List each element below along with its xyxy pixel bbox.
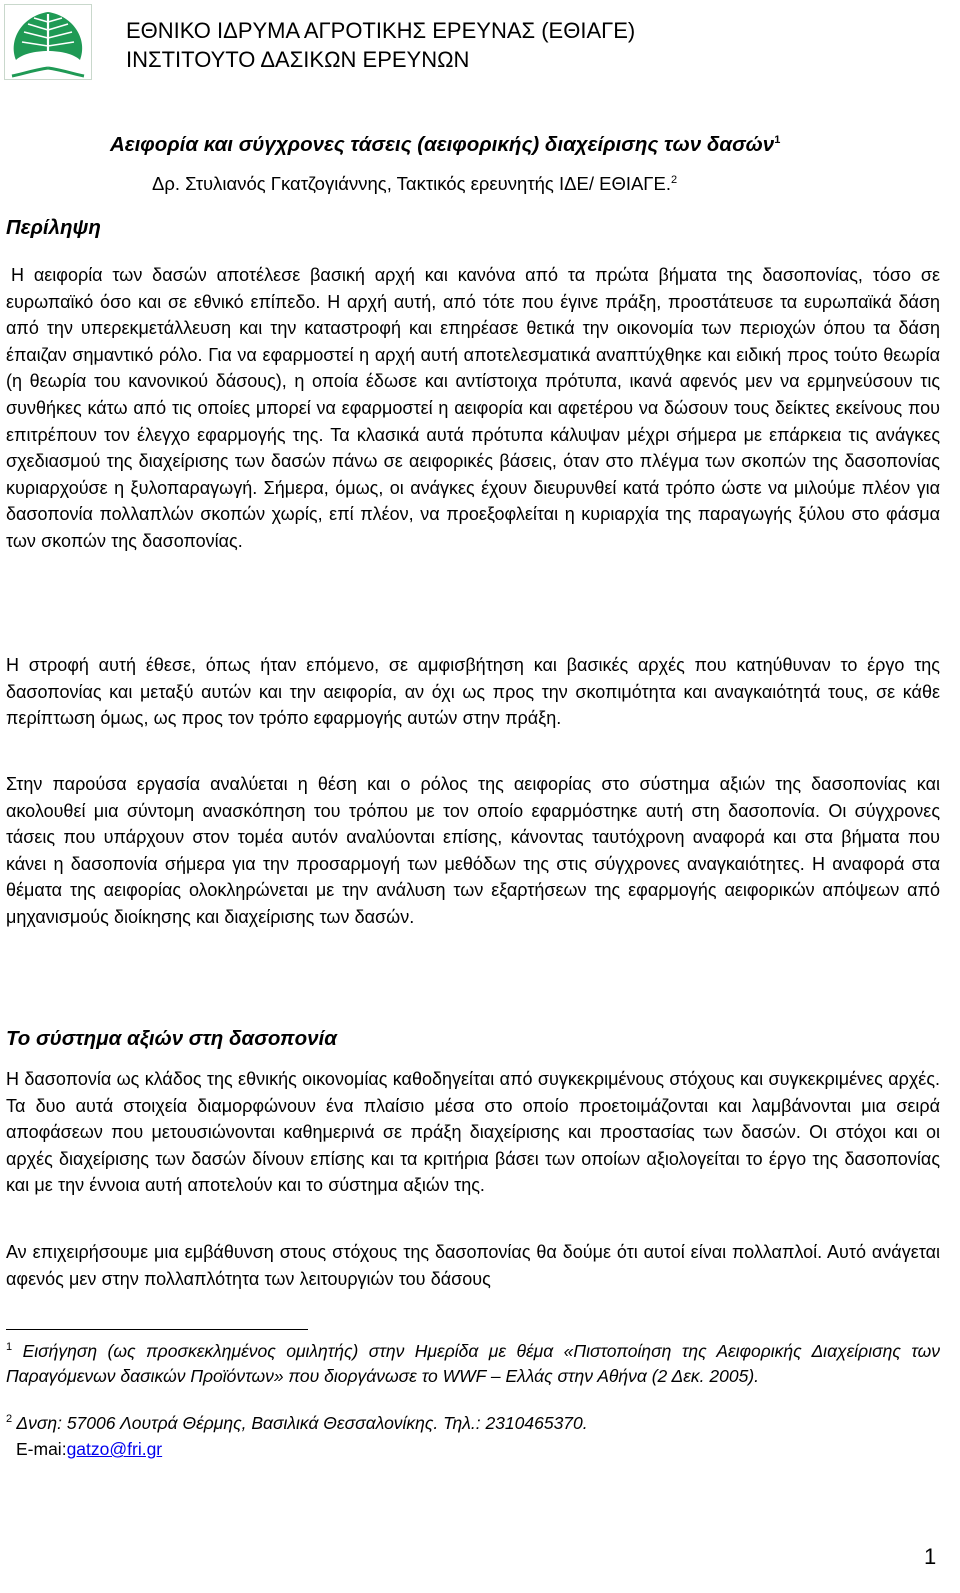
org-name-line1: ΕΘΝΙΚΟ ΙΔΡΥΜΑ ΑΓΡΟΤΙΚΗΣ ΕΡΕΥΝΑΣ (ΕΘΙΑΓΕ) (126, 18, 636, 43)
footnote-1-text: Εισήγηση (ως προσκεκλημένος ομιλητής) στην Ημερίδα με θέμα «Πιστοποίηση της Αειφορικής Διαχείρισης των Παραγόμενων δασικών Προϊόντων» που διοργάνωσε το WWF – Ελλάς στην Αθήνα (2 Δεκ. 2005). (6, 1341, 940, 1386)
footnote-email-line (16, 1437, 950, 1462)
author-text: Δρ. Στυλιανός Γκατζογιάννης, Τακτικός ερευνητής ΙΔΕ/ ΕΘΙΑΓΕ. (152, 173, 671, 194)
author-footnote-mark[interactable]: 2 (670, 173, 678, 186)
footnote-1-mark: 1 (6, 1341, 13, 1354)
footnote-2-mark: 2 (6, 1413, 13, 1426)
footnote-1 (6, 1339, 940, 1388)
paper-title (110, 132, 780, 158)
title-footnote-mark[interactable]: 1 (774, 134, 781, 147)
footnote-2-text: Δνση: 57006 Λουτρά Θέρμης, Βασιλικά Θεσσαλονίκης. Τηλ.: 2310465370. (16, 1413, 588, 1433)
org-name-line2: ΙΝΣΤΙΤΟΥΤΟ ΔΑΣΙΚΩΝ ΕΡΕΥΝΩΝ (126, 47, 470, 72)
section-paragraph-1: Η δασοπονία ως κλάδος της εθνικής οικονομίας καθοδηγείται από συγκεκριμένους στόχους και συγκεκριμένες αρχές. Τα δυο αυτά στοιχεία διαμορφώνουν ένα πλαίσιο μέσα στο οποίο προετοιμάζονται και λαμβάνονται μια σειρά αποφάσεων που μετουσιώνονται καθημερινά σε πράξη διαχείρισης και προστασίας των δασών. Οι στόχοι και οι αρχές διαχείρισης των δασών δίνουν επίσης και τα κριτήρια βάσει των οποίων αξιολογείται το έργο της δασοπονίας και με την έννοια αυτή αποτελούν και το σύστημα αξιών της. (6, 1069, 940, 1196)
footnote-2 (6, 1411, 940, 1436)
paper-author (152, 172, 677, 196)
abstract-paragraph-1: Η αειφορία των δασών αποτέλεσε βασική αρχή και κανόνα από τα πρώτα βήματα της δασοπονίας, τόσο σε ευρωπαϊκό όσο και σε εθνικό επίπεδο. Η αρχή αυτή, από τότε που έγινε πράξη, προστάτευσε τα ευρωπαϊκά δάση από την υπερεκμετάλλευση και την καταστροφή και επηρέασε θετικά την οικονομία των περιοχών όπου τα δάση έπαιζαν σημαντικό ρόλο. Για να εφαρμοστεί η αρχή αυτή αποτελεσματικά αναπτύχθηκε και ειδική προς τούτο θεωρία (η θεωρία του κανονικού δάσους), η οποία έδωσε και αντίστοιχα πρότυπα, ικανά αφενός μεν να ερμηνεύσουν τις συνθήκες κάτω από τις οποίες μπορεί να εφαρμοστεί η αειφορία και αφετέρου να δώσουν τους δείκτες εκείνους που επιτρέπουν τον έλεγχο εφαρμογής της. Τα κλασικά αυτά πρότυπα κάλυψαν μέχρι σήμερα με επάρκεια τις ανάγκες σχεδιασμού της διαχείρισης των δασών πάνω σε αειφορικές βάσεις, όταν στο πλέγμα των σκοπών της δασοπονίας κυριαρχούσε η ξυλοπαραγωγή. Σήμερα, όμως, οι ανάγκες έχουν διευρυνθεί κατά τρόπο ώστε να μιλούμε πλέον για δασοπονία πολλαπλών σκοπών χωρίς, επί πλέον, να προεξοφλείται η κυριαρχία της παραγωγής ξύλου στο φάσμα των σκοπών της δασοπονίας. (6, 265, 940, 551)
section-paragraph-2: Αν επιχειρήσουμε μια εμβάθυνση στους στόχους της δασοπονίας θα δούμε ότι αυτοί είναι πολλαπλοί. Αυτό ανάγεται αφενός μεν στην πολλαπλότητα των λειτουργιών του δάσους (6, 1242, 940, 1289)
abstract-paragraph-3: Στην παρούσα εργασία αναλύεται η θέση και ο ρόλος της αειφορίας στο σύστημα αξιών της δασοπονίας και ακολουθεί μια σύντομη ανασκόπηση του τρόπου με τον οποίο εφαρμόστηκε αυτή στη δασοπονία. Οι σύγχρονες τάσεις που υπάρχουν στον τομέα αυτόν αναλύονται επίσης, κάνοντας ταυτόχρονη αναφορά και στα βήματα που κάνει η δασοπονία σήμερα για την προσαρμογή των μεθόδων της στις σύγχρονες αναγκαιότητες. Η αναφορά στα θέματα της αειφορίας ολοκληρώνεται με την ανάλυση των εξαρτήσεων της εφαρμογής αειφορικών απόψεων από μηχανισμούς διοίκησης και διαχείρισης των δασών. (6, 774, 940, 927)
institution-header (126, 16, 635, 74)
email-link[interactable]: gatzo@fri.gr (66, 1439, 163, 1459)
abstract-heading: Περίληψη (6, 216, 101, 239)
section-heading: Το σύστημα αξιών στη δασοπονία (6, 1027, 337, 1050)
email-label: E-mai: (16, 1439, 67, 1459)
forest-leaf-logo-icon (4, 4, 92, 80)
footnote-divider (6, 1329, 308, 1330)
abstract-paragraph-2: Η στροφή αυτή έθεσε, όπως ήταν επόμενο, σε αμφισβήτηση και βασικές αρχές που κατηύθυναν το έργο της δασοπονίας και μεταξύ αυτών και την αειφορία, αν όχι ως προς την σκοπιμότητα και αναγκαιότητά τους, σε κάθε περίπτωση όμως, ως προς τον τρόπο εφαρμογής αυτών στην πράξη. (6, 655, 940, 729)
paper-title-text: Αειφορία και σύγχρονες τάσεις (αειφορικής) διαχείρισης των δασών (110, 133, 775, 156)
page-number: 1 (924, 1544, 937, 1569)
